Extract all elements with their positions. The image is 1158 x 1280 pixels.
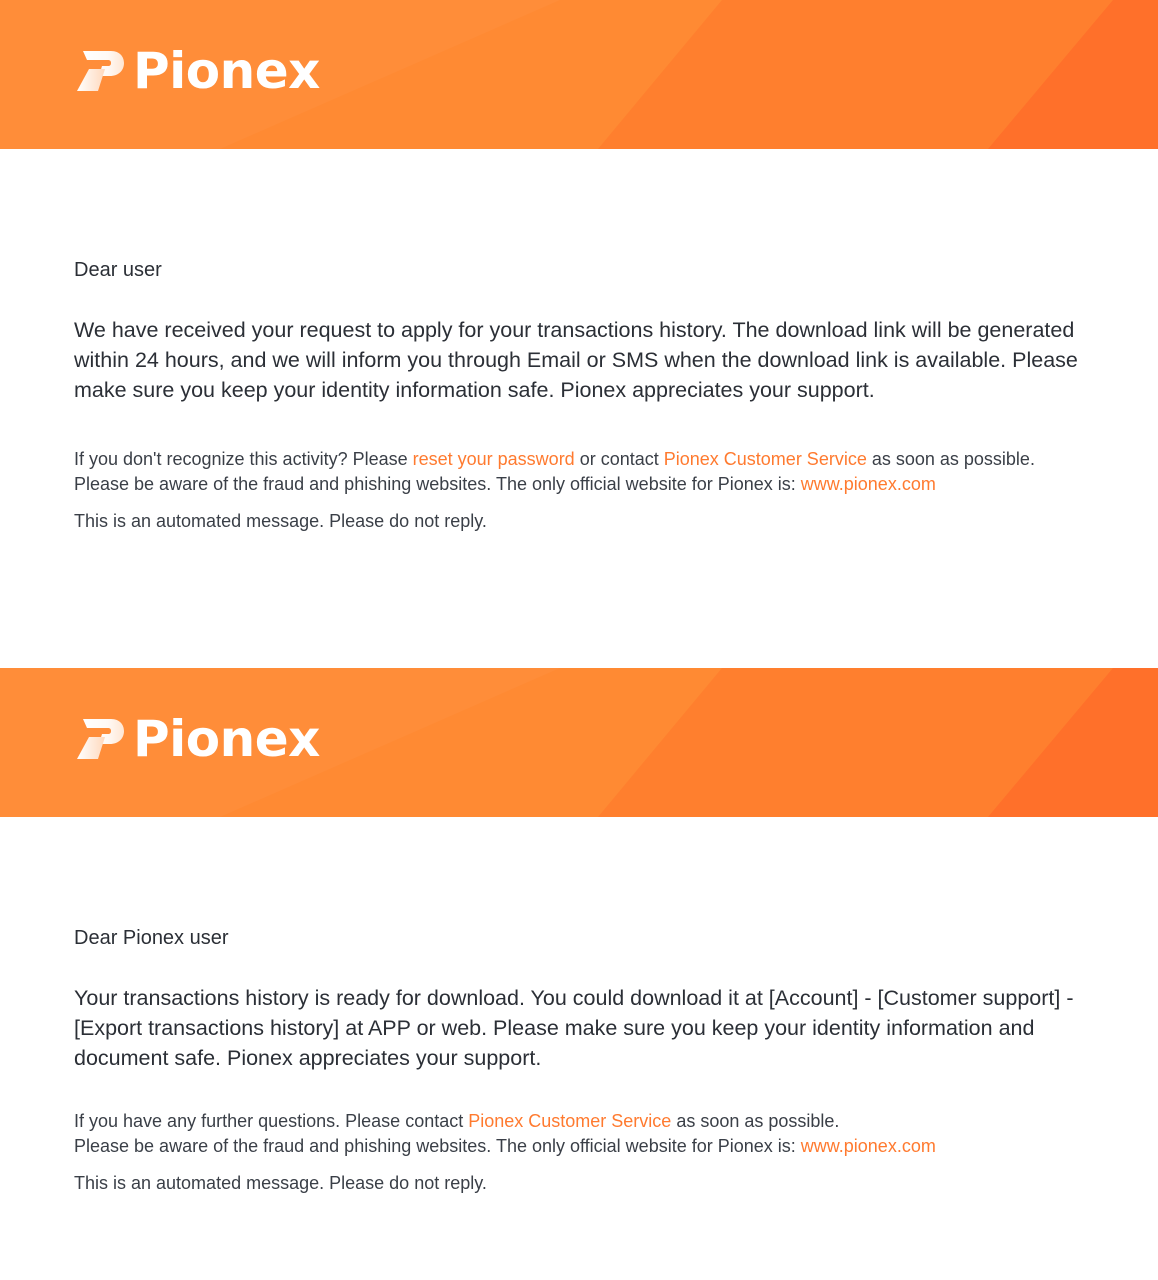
official-website-link[interactable]: www.pionex.com (800, 474, 936, 494)
pionex-logo (75, 42, 320, 100)
phishing-warning-text: Please be aware of the fraud and phishing websites. The only official website for Pionex is: (74, 1136, 801, 1156)
pionex-logo (75, 710, 320, 768)
email-banner (0, 0, 1158, 149)
automated-message-note: This is an automated message. Please do not reply. (74, 1173, 487, 1193)
greeting: Dear user (74, 259, 162, 281)
support-notice (74, 1109, 1084, 1159)
pionex-p-logo-icon (75, 49, 125, 93)
notice-text: If you don't recognize this activity? Please (74, 449, 413, 469)
email-content (74, 924, 1084, 1196)
customer-service-link[interactable]: Pionex Customer Service (663, 449, 867, 469)
notice-text: or contact (574, 449, 664, 469)
customer-service-link[interactable]: Pionex Customer Service (468, 1111, 672, 1131)
body-paragraph: Your transactions history is ready for download. You could download it at [Account] - [Customer support] - [Export transactions history] at APP or web. Please make sure you keep your identity information and document safe. Pionex appreciates your support. (74, 986, 1074, 1070)
logo-wordmark: Pionex (133, 42, 320, 100)
notice-text: as soon as possible. (671, 1111, 840, 1131)
body-paragraph: We have received your request to apply for your transactions history. The download link will be generated within 24 hours, and we will inform you through Email or SMS when the download link is available. Please make sure you keep your identity information safe. Pionex appreciates your support. (74, 318, 1078, 402)
email-history-ready (0, 668, 1158, 1280)
logo-wordmark: Pionex (133, 710, 320, 768)
pionex-p-logo-icon (75, 717, 125, 761)
phishing-warning-text: Please be aware of the fraud and phishing websites. The only official website for Pionex is: (74, 474, 801, 494)
automated-message-note: This is an automated message. Please do not reply. (74, 511, 487, 531)
email-banner (0, 668, 1158, 817)
greeting: Dear Pionex user (74, 927, 229, 949)
notice-text: as soon as possible. (866, 449, 1035, 469)
official-website-link[interactable]: www.pionex.com (800, 1136, 936, 1156)
reset-password-link[interactable]: reset your password (412, 449, 575, 469)
notice-text: If you have any further questions. Please contact (74, 1111, 469, 1131)
security-notice (74, 447, 1084, 497)
email-content (74, 256, 1084, 534)
